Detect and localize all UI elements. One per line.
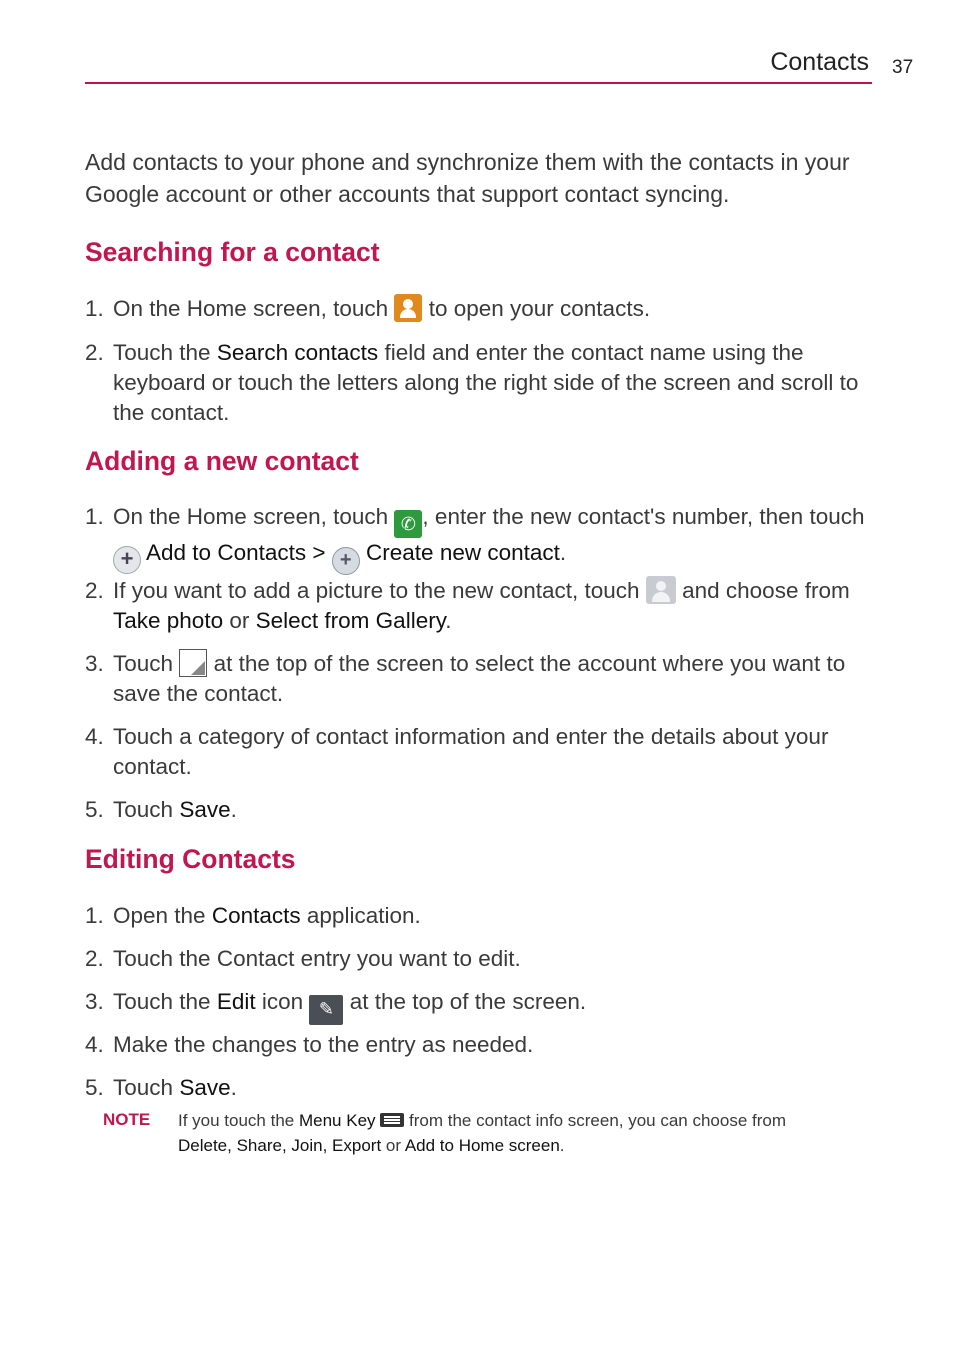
note-label: NOTE xyxy=(103,1110,151,1129)
note-text-part: or xyxy=(385,1136,402,1155)
contacts-app-icon xyxy=(394,294,422,322)
step-text: Touch xyxy=(113,1075,174,1100)
step-number: 5. xyxy=(85,1075,104,1100)
step-text: . xyxy=(559,540,567,565)
step-text: On the Home screen, touch xyxy=(113,296,389,321)
menu-key-term: Menu Key xyxy=(298,1111,376,1130)
step-text: Touch a category of contact information and enter the details about your contact. xyxy=(113,724,829,779)
step-text: at the top of the screen to select the account where you want to save the contact. xyxy=(113,651,846,706)
note-text xyxy=(178,1108,868,1158)
step-number: 2. xyxy=(85,578,104,603)
step-text: Make the changes to the entry as needed. xyxy=(113,1032,534,1057)
step-number: 1. xyxy=(85,903,104,928)
edit-step-1 xyxy=(85,901,875,931)
step-number: 1. xyxy=(85,504,104,529)
step-text: Touch xyxy=(113,797,174,822)
step-text: Touch xyxy=(113,651,174,676)
step-text: icon xyxy=(261,989,304,1014)
step-text: Open the xyxy=(113,903,206,928)
search-step-2 xyxy=(85,338,875,428)
step-number: 3. xyxy=(85,651,104,676)
phone-icon: ✆ xyxy=(394,510,422,538)
step-number: 5. xyxy=(85,797,104,822)
step-text: . xyxy=(230,1075,237,1100)
header-title: Contacts xyxy=(770,48,869,76)
search-step-1 xyxy=(85,294,875,324)
edit-step-3 xyxy=(85,987,875,1025)
heading-adding: Adding a new contact xyxy=(85,446,359,476)
heading-searching: Searching for a contact xyxy=(85,237,380,267)
note-text-part: from the contact info screen, you can choose from xyxy=(409,1111,787,1130)
create-new-contact-term: Create new contact xyxy=(366,540,560,565)
step-number: 2. xyxy=(85,340,104,365)
menu-key-icon xyxy=(380,1113,404,1127)
contact-picture-icon xyxy=(646,576,676,604)
options-term: Delete, Share, Join, Export xyxy=(178,1136,382,1155)
note-text-part: If you touch the xyxy=(178,1111,295,1130)
save-term: Save xyxy=(179,1075,231,1100)
edit-step-4 xyxy=(85,1030,875,1060)
save-term: Save xyxy=(179,797,231,822)
intro-paragraph: Add contacts to your phone and synchronize them with the contacts in your Google account or other accounts that support contact syncing. xyxy=(85,149,850,207)
step-text: Touch the xyxy=(113,989,211,1014)
search-contacts-term: Search contacts xyxy=(216,340,379,365)
step-number: 4. xyxy=(85,1032,104,1057)
add-step-4 xyxy=(85,722,875,782)
step-text: field and enter the contact name using the keyboard or touch the letters along the right side of the screen and scroll to the contact. xyxy=(113,340,859,425)
edit-pencil-icon: ✎ xyxy=(309,995,343,1025)
add-to-home-term: Add to Home screen xyxy=(404,1136,560,1155)
contacts-app-term: Contacts xyxy=(211,903,301,928)
add-step-5 xyxy=(85,795,875,825)
add-step-1 xyxy=(85,502,875,575)
add-step-2 xyxy=(85,576,875,636)
page-number: 37 xyxy=(892,57,914,78)
take-photo-term: Take photo xyxy=(113,608,224,633)
step-text: . xyxy=(230,797,237,822)
step-text: Touch the xyxy=(113,340,211,365)
add-step-3 xyxy=(85,649,875,709)
step-text: , enter the new contact's number, then touch xyxy=(422,504,865,529)
add-to-contacts-term: Add to Contacts > xyxy=(146,540,326,565)
step-text: If you want to add a picture to the new contact, touch xyxy=(113,578,640,603)
account-selector-icon xyxy=(179,649,207,677)
step-text: On the Home screen, touch xyxy=(113,504,389,529)
create-contact-icon: + xyxy=(332,547,360,575)
select-from-gallery-term: Select from Gallery xyxy=(255,608,446,633)
page-header xyxy=(85,44,872,84)
step-text: to open your contacts. xyxy=(428,296,651,321)
step-number: 2. xyxy=(85,946,104,971)
step-text: . xyxy=(445,608,452,633)
add-icon: + xyxy=(113,546,141,574)
step-number: 4. xyxy=(85,724,104,749)
step-text: or xyxy=(229,608,250,633)
step-number: 3. xyxy=(85,989,104,1014)
step-text: at the top of the screen. xyxy=(349,989,587,1014)
step-number: 1. xyxy=(85,296,104,321)
heading-editing: Editing Contacts xyxy=(85,844,296,874)
step-text: application. xyxy=(306,903,421,928)
edit-step-5 xyxy=(85,1073,875,1103)
step-text: and choose from xyxy=(682,578,850,603)
edit-term: Edit xyxy=(216,989,256,1014)
edit-step-2 xyxy=(85,944,875,974)
note-text-part: . xyxy=(559,1136,565,1155)
step-text: Touch the Contact entry you want to edit. xyxy=(113,946,521,971)
